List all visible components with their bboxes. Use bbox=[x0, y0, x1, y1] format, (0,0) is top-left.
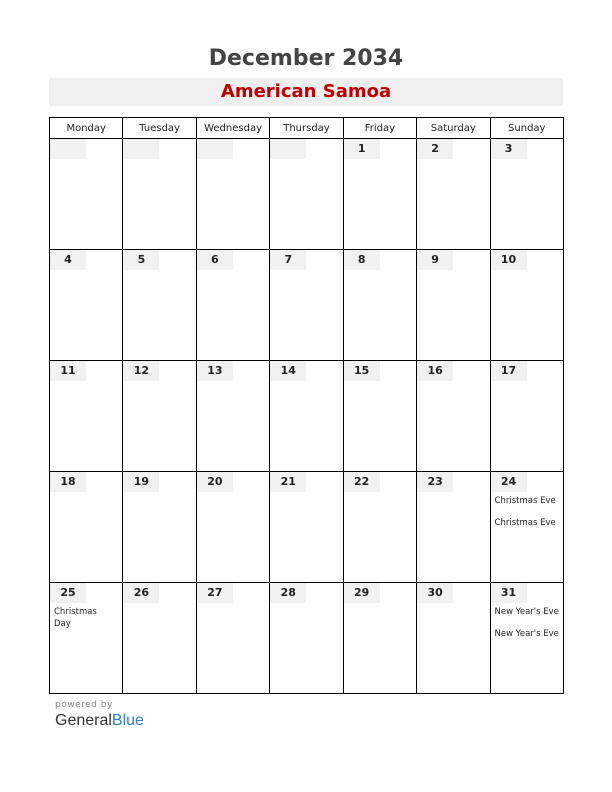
day-number: 18 bbox=[50, 472, 86, 492]
day-cell bbox=[196, 139, 269, 250]
holiday-label: Christmas Eve bbox=[494, 496, 556, 506]
day-number bbox=[197, 139, 233, 159]
day-number: 29 bbox=[344, 583, 380, 603]
day-cell bbox=[50, 361, 123, 472]
country-name: American Samoa bbox=[220, 81, 392, 102]
day-number: 11 bbox=[50, 361, 86, 381]
day-cell bbox=[270, 250, 343, 361]
week-row bbox=[50, 583, 564, 694]
day-number: 9 bbox=[417, 250, 453, 270]
day-number: 27 bbox=[197, 583, 233, 603]
weekday-header: Monday bbox=[50, 118, 123, 139]
weekday-header: Saturday bbox=[417, 118, 490, 139]
day-cell bbox=[343, 472, 416, 583]
weekday-header: Thursday bbox=[270, 118, 343, 139]
day-cell bbox=[50, 583, 123, 694]
day-number: 6 bbox=[197, 250, 233, 270]
day-cell bbox=[490, 472, 563, 583]
calendar-grid bbox=[49, 117, 564, 694]
day-cell bbox=[343, 583, 416, 694]
day-number: 28 bbox=[270, 583, 306, 603]
day-cell bbox=[50, 472, 123, 583]
day-cell bbox=[490, 250, 563, 361]
day-number: 21 bbox=[270, 472, 306, 492]
day-cell bbox=[343, 139, 416, 250]
day-number bbox=[123, 139, 159, 159]
powered-by-text: powered by bbox=[55, 700, 113, 710]
day-cell bbox=[123, 361, 196, 472]
brand-logo[interactable] bbox=[55, 712, 144, 730]
day-cell bbox=[417, 361, 490, 472]
day-cell bbox=[270, 361, 343, 472]
calendar-title: December 2034 bbox=[208, 46, 404, 71]
day-number: 1 bbox=[344, 139, 380, 159]
day-cell bbox=[490, 139, 563, 250]
day-number: 8 bbox=[344, 250, 380, 270]
day-number: 14 bbox=[270, 361, 306, 381]
day-number: 22 bbox=[344, 472, 380, 492]
day-number: 16 bbox=[417, 361, 453, 381]
holiday-label: Christmas Day bbox=[54, 607, 97, 629]
day-number: 4 bbox=[50, 250, 86, 270]
day-number: 2 bbox=[417, 139, 453, 159]
day-cell bbox=[270, 472, 343, 583]
day-cell bbox=[270, 139, 343, 250]
footer bbox=[55, 700, 144, 730]
day-number: 19 bbox=[123, 472, 159, 492]
brand-name-part2: Blue bbox=[111, 712, 144, 729]
day-cell bbox=[196, 361, 269, 472]
day-number: 25 bbox=[50, 583, 86, 603]
day-cell bbox=[123, 250, 196, 361]
week-row bbox=[50, 472, 564, 583]
day-cell bbox=[123, 139, 196, 250]
weekday-header: Friday bbox=[343, 118, 416, 139]
holiday-label: New Year's Eve bbox=[494, 629, 559, 639]
day-cell bbox=[196, 472, 269, 583]
day-cell bbox=[343, 361, 416, 472]
day-cell bbox=[417, 250, 490, 361]
day-cell bbox=[50, 139, 123, 250]
weekday-header: Wednesday bbox=[196, 118, 269, 139]
day-number: 10 bbox=[491, 250, 527, 270]
week-row bbox=[50, 250, 564, 361]
day-number: 13 bbox=[197, 361, 233, 381]
day-cell bbox=[417, 139, 490, 250]
day-cell bbox=[196, 250, 269, 361]
holiday-label: New Year's Eve bbox=[494, 607, 559, 617]
weekday-header: Sunday bbox=[490, 118, 563, 139]
day-number: 23 bbox=[417, 472, 453, 492]
day-cell bbox=[417, 583, 490, 694]
day-cell bbox=[196, 583, 269, 694]
weekday-header: Tuesday bbox=[123, 118, 196, 139]
day-number: 7 bbox=[270, 250, 306, 270]
day-number: 24 bbox=[491, 472, 527, 492]
weekday-header-row bbox=[50, 118, 564, 139]
day-cell bbox=[123, 583, 196, 694]
day-number: 20 bbox=[197, 472, 233, 492]
week-row bbox=[50, 139, 564, 250]
day-cell bbox=[123, 472, 196, 583]
day-number bbox=[270, 139, 306, 159]
day-cell bbox=[270, 583, 343, 694]
holiday-label: Christmas Eve bbox=[494, 518, 556, 528]
day-cell bbox=[490, 361, 563, 472]
day-number: 3 bbox=[491, 139, 527, 159]
day-number: 30 bbox=[417, 583, 453, 603]
day-number: 15 bbox=[344, 361, 380, 381]
day-number: 5 bbox=[123, 250, 159, 270]
day-cell bbox=[490, 583, 563, 694]
day-number: 17 bbox=[491, 361, 527, 381]
week-row bbox=[50, 361, 564, 472]
day-number: 26 bbox=[123, 583, 159, 603]
brand-name-part1: General bbox=[55, 712, 112, 729]
day-number bbox=[50, 139, 86, 159]
day-number: 12 bbox=[123, 361, 159, 381]
day-number: 31 bbox=[491, 583, 527, 603]
day-cell bbox=[343, 250, 416, 361]
day-cell bbox=[417, 472, 490, 583]
day-cell bbox=[50, 250, 123, 361]
country-banner bbox=[49, 78, 563, 106]
